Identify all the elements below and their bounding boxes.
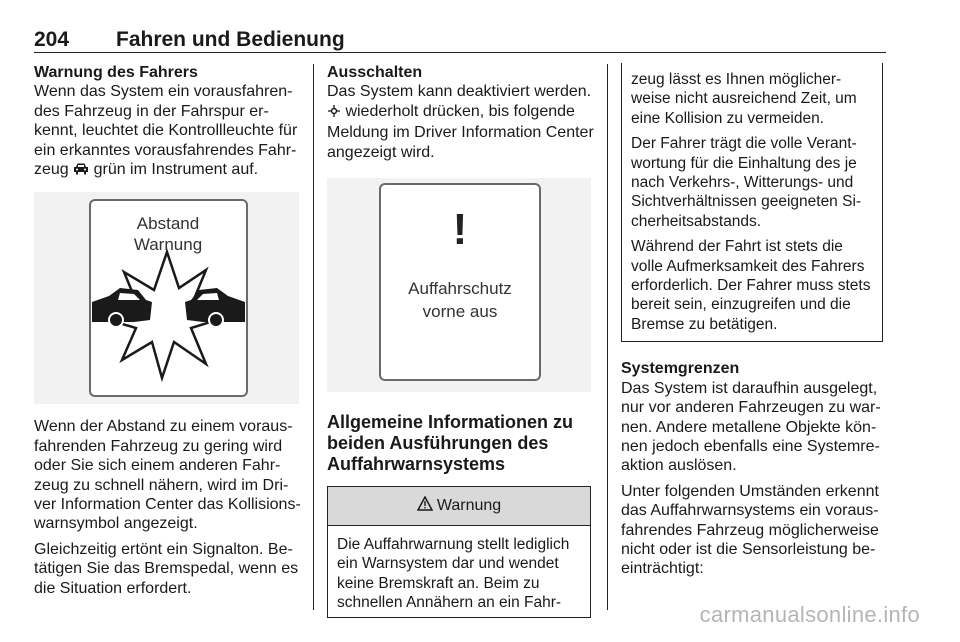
message-line2: vorne aus <box>422 302 498 322</box>
warning-box <box>327 486 591 618</box>
figure-distance-warning <box>34 192 299 404</box>
warning-paragraph: zeug lässt es Ihnen möglicher-weise nicht ausreichend Zeit, um eine Kollision zu vermeiden. <box>631 71 857 127</box>
warning-box-continued <box>621 63 883 342</box>
warning-triangle-icon <box>417 496 433 516</box>
page-title: Fahren und Bedienung <box>116 28 345 51</box>
header-rule <box>34 52 886 53</box>
car-front-icon <box>73 162 89 181</box>
paragraph <box>327 102 595 162</box>
warning-label: Warnung <box>436 497 502 515</box>
warning-paragraph: Während der Fahrt ist stets die volle Aufmerksamkeit des Fahrers erforderlich. Der Fahrer muss stets bereit sein, einzugreifen und die Bremse zu betätigen. <box>631 238 871 333</box>
paragraph: Das System kann deaktiviert werden. <box>327 83 592 101</box>
paragraph: Unter folgenden Umständen erkennt das Auffahrwarnsystems ein voraus-fahrendes Fahrzeug möglicherweise nicht oder ist die Sensorleistung be-einträchtigt: <box>621 482 879 578</box>
page-header <box>34 28 345 52</box>
column-2 <box>327 63 595 618</box>
steering-switch-icon <box>327 104 341 123</box>
warning-text: Die Auffahrwarnung stellt lediglich ein Warnsystem dar und wendet keine Bremskraft an. Beim zu schnellen Annähern an ein Fahr- <box>337 536 570 612</box>
heading-switch-off: Ausschalten <box>327 64 423 81</box>
text-run: wiederholt drücken, bis folgende Meldung im Driver Information Center angezeigt wird. <box>327 102 594 161</box>
text-run: Wenn das System ein vorausfahren-des Fahrzeug in der Fahrspur er-kennt, leuchtet die Kontrollleuchte für ein erkanntes vorausfahrendes Fahr-zeug <box>34 83 298 179</box>
warning-paragraph: Der Fahrer trägt die volle Verant-wortung für die Einhaltung des je nach Verkehrs-, Witterungs- und Sichtverhältnissen geeigneten Si-cherheitsabstands. <box>631 135 862 230</box>
exclamation-mark: ! <box>452 205 468 255</box>
warning-header <box>328 487 590 526</box>
message-line1: Auffahrschutz <box>408 279 512 299</box>
heading-driver-warning: Warnung des Fahrers <box>34 64 198 81</box>
figure-label-line2: Warnung <box>133 235 203 255</box>
column-3 <box>621 63 887 579</box>
figure-collision-off-message <box>327 178 591 392</box>
paragraph: Das System ist daraufhin ausgelegt, nur vor anderen Fahrzeugen zu war-nen. Andere metallene Objekte kön-nen jedoch ebenfalls eine Systemre-aktion auslösen. <box>621 379 881 475</box>
text-run: grün im Instrument auf. <box>89 161 259 179</box>
paragraph: Gleichzeitig ertönt ein Signalton. Be-tätigen Sie das Bremspedal, wenn es die Situation erfordert. <box>34 540 299 597</box>
paragraph: Wenn der Abstand zu einem voraus-fahrenden Fahrzeug zu gering wird oder Sie sich einem anderen Fahr-zeug zu schnell nähern, wird im Dri-ver Information Center das Kollisions-warnsymbol angezeigt. <box>34 418 301 533</box>
section-heading: Allgemeine Informationen zu beiden Ausführungen des Auffahrwarnsystems <box>327 412 574 475</box>
watermark: carmanualsonline.info <box>699 602 920 627</box>
heading-system-limits: Systemgrenzen <box>621 360 740 378</box>
paragraph <box>34 82 302 181</box>
page-number: 204 <box>34 28 70 51</box>
column-divider-1 <box>313 64 314 610</box>
figure-label-line1: Abstand <box>136 214 200 234</box>
column-1 <box>34 63 302 598</box>
column-divider-2 <box>607 64 608 610</box>
